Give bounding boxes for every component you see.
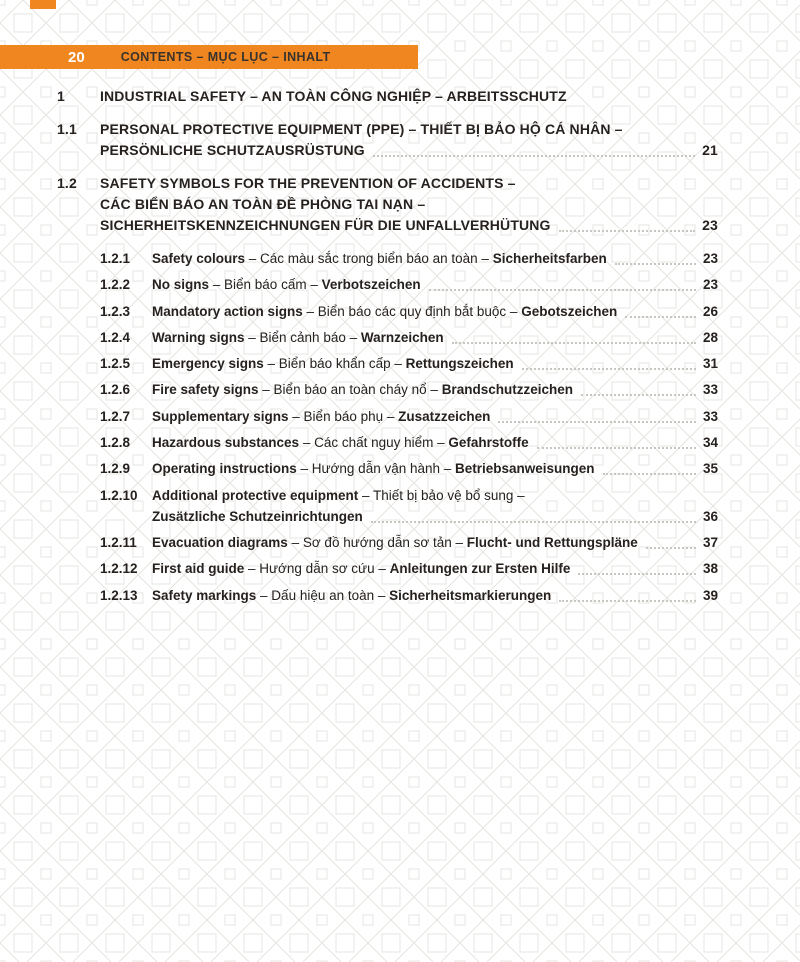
entry-title: Zusätzliche Schutzeinrichtungen	[152, 508, 363, 524]
toc-entry-line	[100, 86, 718, 107]
leader-dots	[615, 263, 696, 265]
toc-entry	[57, 353, 718, 374]
toc-entry-line	[100, 194, 718, 215]
entry-page-number: 39	[702, 587, 718, 603]
entry-title: First aid guide – Hướng dẫn sơ cứu – Anleitungen zur Ersten Hilfe	[152, 561, 571, 577]
toc-entry	[57, 119, 718, 161]
toc-entry-line	[152, 532, 718, 553]
entry-page-number: 37	[702, 534, 718, 550]
entry-title: Mandatory action signs – Biển báo các quy định bắt buộc – Gebotszeichen	[152, 303, 618, 319]
entry-number: 1.2.4	[100, 329, 131, 345]
entry-title: Operating instructions – Hướng dẫn vận hành – Betriebsanweisungen	[152, 461, 595, 477]
leader-dots	[559, 600, 696, 602]
leader-dots	[559, 230, 696, 232]
entry-page-number: 21	[702, 142, 718, 158]
leader-dots	[537, 447, 696, 449]
toc-entry	[57, 532, 718, 553]
entry-page-number: 28	[702, 329, 718, 345]
toc-entry	[57, 379, 718, 400]
toc-entry-line	[100, 215, 718, 236]
entry-page-number: 26	[702, 303, 718, 319]
entry-title: Emergency signs – Biển báo khẩn cấp – Rettungszeichen	[152, 356, 514, 372]
leader-dots	[452, 342, 696, 344]
entry-number: 1.2.9	[100, 461, 131, 477]
entry-page-number: 31	[702, 356, 718, 372]
entry-page-number: 23	[702, 251, 718, 266]
leader-dots	[429, 289, 696, 291]
toc-entry	[57, 327, 718, 348]
toc-entry-line	[152, 379, 718, 400]
entry-number: 1.2.8	[100, 435, 131, 451]
page-number: 20	[68, 48, 85, 66]
leader-dots	[371, 521, 696, 523]
toc-entry-line	[152, 248, 718, 269]
leader-dots	[498, 421, 696, 423]
toc-entry-line	[152, 485, 718, 506]
entry-number: 1.2.6	[100, 382, 131, 398]
toc-entry-line	[152, 353, 718, 374]
toc-entry-line	[152, 458, 718, 479]
toc-entry	[57, 585, 718, 606]
page-corner-tab	[30, 0, 56, 9]
contents-header-bar	[0, 45, 418, 69]
toc-entry-line	[152, 506, 718, 527]
entry-title: Hazardous substances – Các chất nguy hiểm – Gefahrstoffe	[152, 435, 529, 451]
entry-title: No signs – Biển báo cấm – Verbotszeichen	[152, 277, 421, 293]
entry-page-number: 38	[702, 561, 718, 577]
entry-number: 1.2.1	[100, 251, 131, 266]
toc-list	[57, 86, 718, 611]
toc-entry-line	[152, 301, 718, 322]
entry-number: 1.2.10	[100, 487, 138, 503]
toc-entry	[57, 558, 718, 579]
toc-entry-line	[100, 119, 718, 140]
leader-dots	[581, 394, 696, 396]
toc-entry-line	[152, 558, 718, 579]
toc-entry-line	[152, 406, 718, 427]
entry-number: 1	[57, 88, 65, 104]
contents-title: CONTENTS – MỤC LỤC – INHALT	[120, 50, 331, 64]
entry-title: SICHERHEITSKENNZEICHNUNGEN FÜR DIE UNFALLVERHÜTUNG	[100, 217, 551, 233]
toc-entry-line	[152, 585, 718, 606]
entry-title: PERSONAL PROTECTIVE EQUIPMENT (PPE) – THIẾT BỊ BẢO HỘ CÁ NHÂN –	[100, 121, 623, 137]
entry-number: 1.2.2	[100, 277, 131, 293]
toc-entry	[57, 274, 718, 295]
leader-dots	[625, 316, 696, 318]
leader-dots	[373, 155, 695, 157]
entry-page-number: 35	[702, 461, 718, 477]
toc-entry	[57, 458, 718, 479]
entry-title: Additional protective equipment – Thiết bị bảo vệ bổ sung –	[152, 487, 525, 503]
entry-number: 1.2.11	[100, 534, 137, 550]
toc-entry	[57, 86, 718, 107]
toc-entry-line	[100, 140, 718, 161]
entry-title: Safety markings – Dấu hiệu an toàn – Sicherheitsmarkierungen	[152, 587, 552, 603]
leader-dots	[603, 473, 696, 475]
entry-page-number: 34	[702, 435, 718, 451]
leader-dots	[522, 368, 696, 370]
toc-entry-line	[152, 327, 718, 348]
entry-title: INDUSTRIAL SAFETY – AN TOÀN CÔNG NGHIỆP – ARBEITSSCHUTZ	[100, 88, 567, 104]
toc-entry	[57, 432, 718, 453]
entry-number: 1.2.5	[100, 356, 131, 372]
entry-number: 1.2.3	[100, 303, 131, 319]
entry-title: Safety colours – Các màu sắc trong biển báo an toàn – Sicherheitsfarben	[152, 251, 607, 266]
entry-number: 1.1	[57, 121, 77, 137]
toc-entry-line	[152, 274, 718, 295]
toc-entry	[57, 485, 718, 527]
entry-title: SAFETY SYMBOLS FOR THE PREVENTION OF ACCIDENTS –	[100, 175, 516, 191]
entry-page-number: 23	[702, 217, 718, 233]
entry-number: 1.2	[57, 175, 77, 191]
entry-page-number: 23	[702, 277, 718, 293]
leader-dots	[646, 547, 696, 549]
entry-title: PERSÖNLICHE SCHUTZAUSRÜSTUNG	[100, 142, 365, 158]
entry-number: 1.2.7	[100, 408, 131, 424]
toc-entry	[57, 406, 718, 427]
entry-title: Evacuation diagrams – Sơ đồ hướng dẫn sơ tản – Flucht- und Rettungspläne	[152, 534, 638, 550]
toc-entry	[57, 173, 718, 236]
toc-entry	[57, 248, 718, 269]
entry-page-number: 33	[702, 408, 718, 424]
entry-title: Fire safety signs – Biển báo an toàn cháy nổ – Brandschutzzeichen	[152, 382, 573, 398]
toc-entry	[57, 301, 718, 322]
entry-number: 1.2.12	[100, 561, 138, 577]
toc-entry-line	[152, 432, 718, 453]
entry-number: 1.2.13	[100, 587, 138, 603]
entry-title: Supplementary signs – Biển báo phụ – Zusatzzeichen	[152, 408, 491, 424]
entry-title: Warning signs – Biển cảnh báo – Warnzeichen	[152, 329, 444, 345]
leader-dots	[578, 573, 696, 575]
entry-title: CÁC BIỂN BÁO AN TOÀN ĐỀ PHÒNG TAI NẠN –	[100, 196, 426, 212]
entry-page-number: 36	[702, 508, 718, 524]
toc-entry-line	[100, 173, 718, 194]
entry-page-number: 33	[702, 382, 718, 398]
